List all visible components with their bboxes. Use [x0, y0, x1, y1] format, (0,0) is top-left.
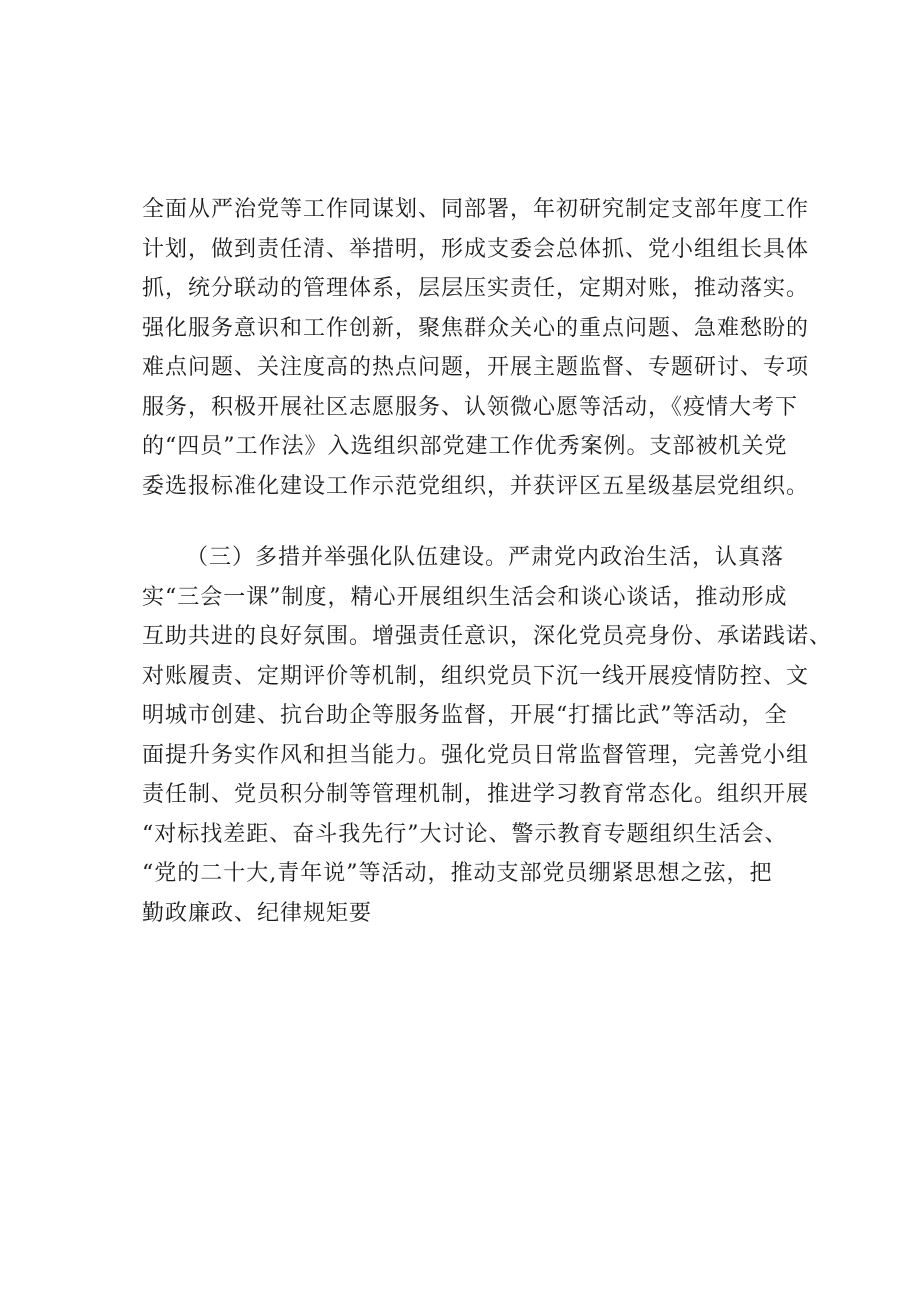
text-line: 的“四员”工作法》入选组织部党建工作优秀案例。支部被机关党 — [142, 434, 788, 459]
text-line: 勤政廉政、纪律规矩要 — [142, 900, 373, 926]
text-line: 明城市创建、抗台助企等服务监督，开展“打擂比武”等活动，全 — [142, 703, 788, 728]
text-line: （三）多措并举强化队伍建设。严肃党内政治生活，认真落 — [186, 545, 785, 570]
paragraph-team-building — [142, 538, 833, 933]
text-line: 责任制、党员积分制等管理机制，推进学习教育常态化。组织开展 — [142, 782, 810, 807]
text-line: 强化服务意识和工作创新，聚焦群众关心的重点问题、急难愁盼的 — [142, 315, 810, 341]
text-line: 互助共进的良好氛围。增强责任意识，深化党员亮身份、承诺践诺、 — [142, 624, 833, 649]
text-line: 委选报标准化建设工作示范党组织，并获评区五星级基层党组织。 — [142, 473, 810, 499]
text-line: 难点问题、关注度高的热点问题，开展主题监督、专题研讨、专项 — [142, 355, 810, 380]
text-line: 抓，统分联动的管理体系，层层压实责任，定期对账，推动落实。 — [142, 276, 810, 301]
text-line: 面提升务实作风和担当能力。强化党员日常监督管理，完善党小组 — [142, 742, 810, 768]
text-line: “对标找差距、奋斗我先行”大讨论、警示教育专题组织生活会、 — [142, 821, 788, 847]
text-line: 实“三会一课”制度，精心开展组织生活会和谈心谈话，推动形成 — [142, 584, 788, 610]
text-line: 计划，做到责任清、举措明，形成支委会总体抓、党小组组长具体 — [142, 236, 810, 262]
text-line: “党的二十大,青年说”等活动，推动支部党员绷紧思想之弦，把 — [142, 861, 773, 886]
text-line: 全面从严治党等工作同谋划、同部署，年初研究制定支部年度工作 — [142, 197, 810, 222]
text-line: 服务，积极开展社区志愿服务、认领微心愿等活动，《疫情大考下 — [142, 394, 799, 420]
paragraph-continued — [142, 190, 810, 506]
text-line: 对账履责、定期评价等机制，组织党员下沉一线开展疫情防控、文 — [142, 663, 810, 689]
